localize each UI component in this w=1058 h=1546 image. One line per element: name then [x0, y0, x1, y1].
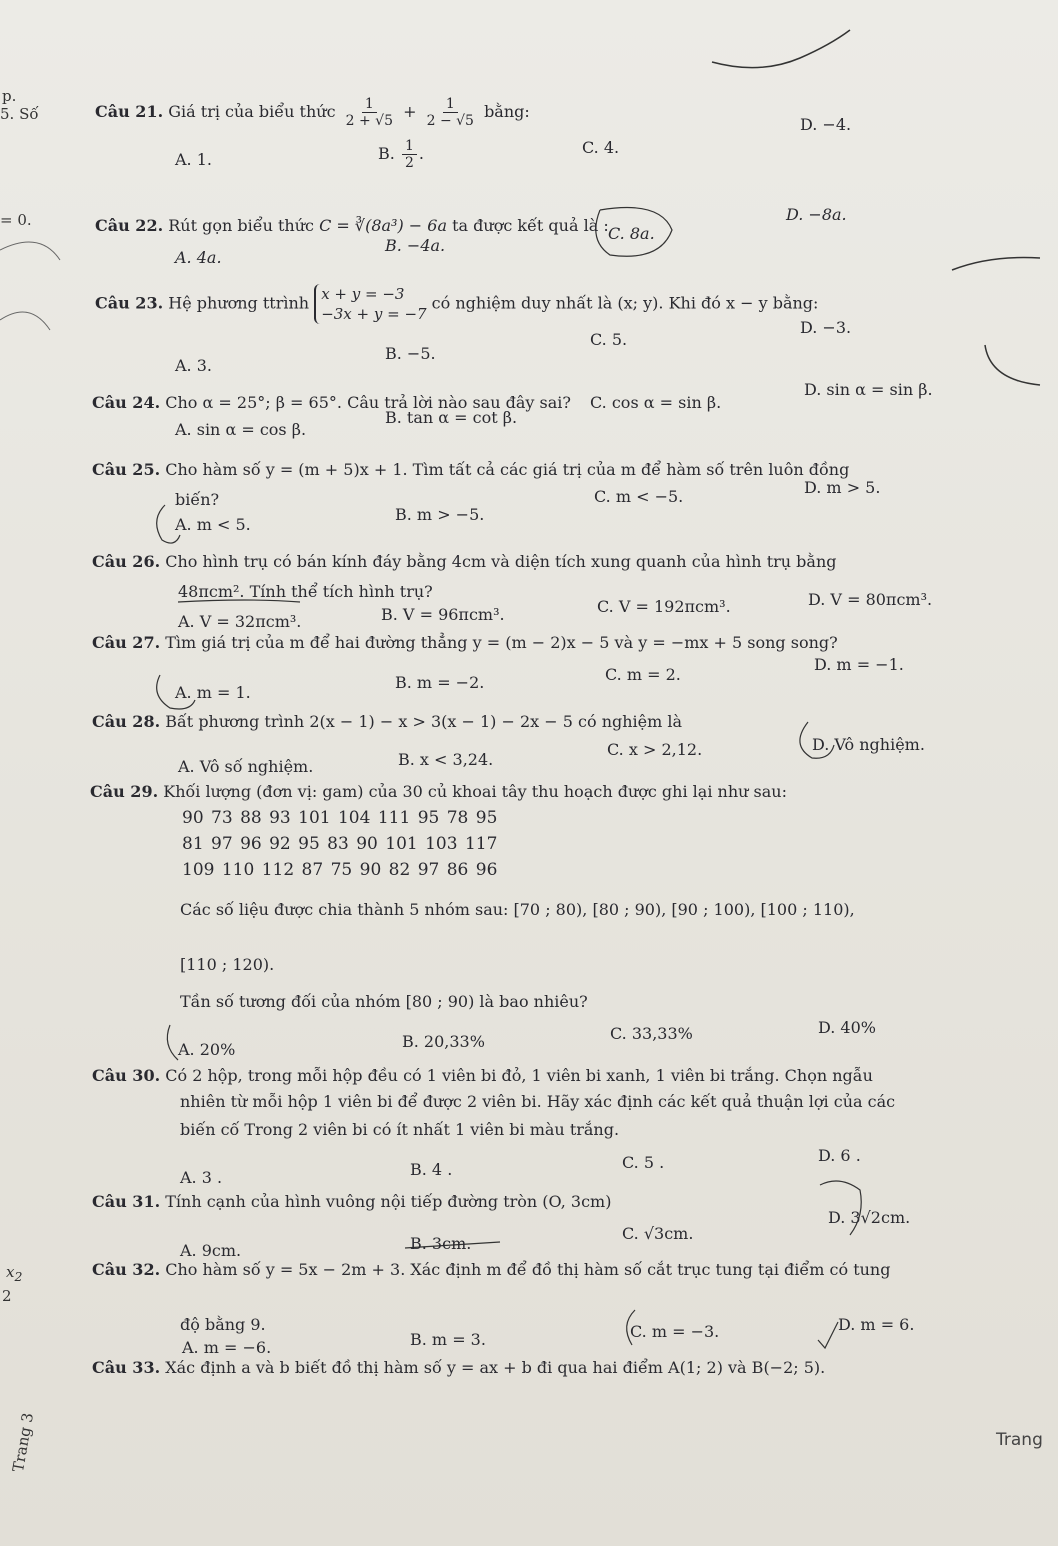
q22-option-a: A. 4a.: [175, 248, 222, 267]
q26-option-d: D. V = 80πcm³.: [808, 590, 933, 609]
q23-option-a: A. 3.: [175, 356, 212, 375]
q32-option-a: A. m = −6.: [182, 1338, 272, 1357]
q29-data-row-3: 109 110 112 87 75 90 82 97 86 96: [182, 860, 498, 880]
q32-option-c: C. m = −3.: [630, 1322, 720, 1341]
q29-groups: Các số liệu được chia thành 5 nhóm sau: [70 ; 80), [80 ; 90), [90 ; 100), [100 ; 110),: [180, 900, 855, 919]
q21-fraction-1: $\frac{1}{2 + √5}$: [345, 96, 393, 129]
q26-option-c: C. V = 192πcm³.: [597, 597, 731, 616]
q25-option-b: B. m > −5.: [395, 505, 485, 524]
q30-option-a: A. 3 .: [180, 1168, 223, 1187]
q28-stem: Câu 28. Bất phương trình 2(x − 1) − x > 3(x − 1) − 2x − 5 có nghiệm là: [92, 712, 683, 731]
q23-option-d: D. −3.: [800, 318, 852, 337]
q29-option-d: D. 40%: [818, 1018, 876, 1037]
q31-option-a: A. 9cm.: [180, 1241, 242, 1260]
pen-stroke-q23: [952, 258, 1040, 271]
q22-stem: Câu 22. Rút gọn biểu thức C = ∛(8a³) − 6a ta được kết quả là :: [95, 216, 609, 235]
q31-option-d: D. 3√2cm.: [828, 1208, 911, 1227]
q21-text: Giá trị của biểu thức: [168, 102, 336, 121]
q23-system: x + y = −3 −3x + y = −7: [314, 284, 426, 324]
q29-groups-line2: [110 ; 120).: [180, 955, 275, 974]
q29-option-b: B. 20,33%: [402, 1032, 485, 1051]
q31-stem: Câu 31. Tính cạnh của hình vuông nội tiếp đường tròn (O, 3cm): [92, 1192, 612, 1211]
q30-option-b: B. 4 .: [410, 1160, 453, 1179]
q21-label: Câu 21.: [95, 102, 164, 121]
q26-option-a: A. V = 32πcm³.: [178, 612, 302, 631]
q27-option-b: B. m = −2.: [395, 673, 485, 692]
q32-stem: Câu 32. Cho hàm số y = 5x − 2m + 3. Xác định m để đồ thị hàm số cắt trục tung tại điểm có tung: [92, 1260, 891, 1279]
q21-stem: Câu 21. Giá trị của biểu thức $\frac{1}{2 + √5}$ + $\frac{1}{2 - √5}$ bằng:: [95, 96, 530, 129]
q31-option-c: C. √3cm.: [622, 1224, 694, 1243]
q24-option-c: C. cos α = sin β.: [590, 393, 722, 412]
q26-stem-line2: 48πcm². Tính thể tích hình trụ?: [178, 582, 433, 601]
q32-option-d: D. m = 6.: [838, 1315, 915, 1334]
check-q32-d: [818, 1322, 838, 1348]
q28-option-d: D. Vô nghiệm.: [812, 735, 925, 754]
q27-option-c: C. m = 2.: [605, 665, 681, 684]
circle-q29-a: [167, 1025, 178, 1060]
q29-option-a: A. 20%: [178, 1040, 236, 1059]
q21-option-b: B. $\frac{1}{2}$ .: [378, 138, 424, 171]
margin-fragment-6: Trang 3: [8, 1411, 38, 1474]
q23-option-c: C. 5.: [590, 330, 628, 349]
left-fold-line: [0, 242, 60, 330]
q29-option-c: C. 33,33%: [610, 1024, 693, 1043]
q33-stem: Câu 33. Xác định a và b biết đồ thị hàm số y = ax + b đi qua hai điểm A(1; 2) và B(−2; 5).: [92, 1358, 826, 1377]
q26-stem: Câu 26. Cho hình trụ có bán kính đáy bằng 4cm và diện tích xung quanh của hình trụ bằng: [92, 552, 837, 571]
q22-option-d: D. −8a.: [786, 205, 847, 224]
pen-stroke-top: [712, 30, 850, 68]
q29-stem: Câu 29. Khối lượng (đơn vị: gam) của 30 củ khoai tây thu hoạch được ghi lại như sau:: [90, 782, 787, 801]
q21-fraction-2: $\frac{1}{2 - √5}$: [426, 96, 474, 129]
q21-option-d: D. −4.: [800, 115, 852, 134]
q22-option-b: B. −4a.: [385, 236, 446, 255]
margin-fragment-1: p.: [2, 87, 17, 105]
q30-stem-line2: nhiên từ mỗi hộp 1 viên bi để được 2 viên bi. Hãy xác định các kết quả thuận lợi của các: [180, 1092, 896, 1111]
q26-option-b: B. V = 96πcm³.: [381, 605, 505, 624]
q22-option-c: C. 8a.: [608, 224, 655, 243]
margin-fragment-3: = 0.: [0, 211, 32, 229]
q30-stem: Câu 30. Có 2 hộp, trong mỗi hộp đều có 1 viên bi đỏ, 1 viên bi xanh, 1 viên bi trắng. Chọn ngẫu: [92, 1066, 873, 1085]
q25-option-a: A. m < 5.: [175, 515, 251, 534]
q23-stem: Câu 23. Hệ phương ttrình x + y = −3 −3x + y = −7 có nghiệm duy nhất là (x; y). Khi đó x − y bằng:: [95, 285, 819, 323]
q32-option-b: B. m = 3.: [410, 1330, 486, 1349]
q25-stem: Câu 25. Cho hàm số y = (m + 5)x + 1. Tìm tất cả các giá trị của m để hàm số trên luôn đồng: [92, 460, 850, 479]
q24-option-d: D. sin α = sin β.: [804, 380, 933, 399]
q29-data-row-2: 81 97 96 92 95 83 90 101 103 117: [182, 834, 498, 854]
page-footer-label: Trang: [996, 1430, 1043, 1450]
q29-question: Tần số tương đối của nhóm [80 ; 90) là bao nhiêu?: [180, 992, 588, 1011]
q27-stem: Câu 27. Tìm giá trị của m để hai đường thẳng y = (m − 2)x − 5 và y = −mx + 5 song song?: [92, 633, 838, 652]
q28-option-c: C. x > 2,12.: [607, 740, 703, 759]
q21-option-c: C. 4.: [582, 138, 620, 157]
q24-stem: Câu 24. Cho α = 25°; β = 65°. Câu trả lời nào sau đây sai?: [92, 393, 571, 412]
q30-stem-line3: biến cố Trong 2 viên bi có ít nhất 1 viên bi màu trắng.: [180, 1120, 620, 1139]
q21-option-a: A. 1.: [175, 150, 212, 169]
q24-option-b: B. tan α = cot β.: [385, 408, 518, 427]
q27-option-d: D. m = −1.: [814, 655, 904, 674]
q27-option-a: A. m = 1.: [175, 683, 251, 702]
q30-option-d: D. 6 .: [818, 1146, 861, 1165]
q22-expression: C = ∛(8a³) − 6a: [319, 216, 447, 235]
q23-option-b: B. −5.: [385, 344, 436, 363]
q30-option-c: C. 5 .: [622, 1153, 665, 1172]
q25-option-c: C. m < −5.: [594, 487, 684, 506]
q29-data-row-1: 90 73 88 93 101 104 111 95 78 95: [182, 808, 498, 828]
q31-option-b: B. 3cm.: [410, 1234, 472, 1253]
q28-option-b: B. x < 3,24.: [398, 750, 494, 769]
q28-option-a: A. Vô số nghiệm.: [178, 757, 314, 776]
margin-fragment-5: 2: [2, 1287, 12, 1305]
q24-option-a: A. sin α = cos β.: [175, 420, 307, 439]
q25-option-d: D. m > 5.: [804, 478, 881, 497]
margin-fragment-2: 5. Số: [0, 105, 39, 123]
q32-stem-line2: độ bằng 9.: [180, 1315, 266, 1334]
pen-stroke-q24: [985, 345, 1040, 385]
q25-stem-line2: biến?: [175, 490, 220, 509]
margin-fragment-4: $x_2$: [6, 1263, 23, 1284]
